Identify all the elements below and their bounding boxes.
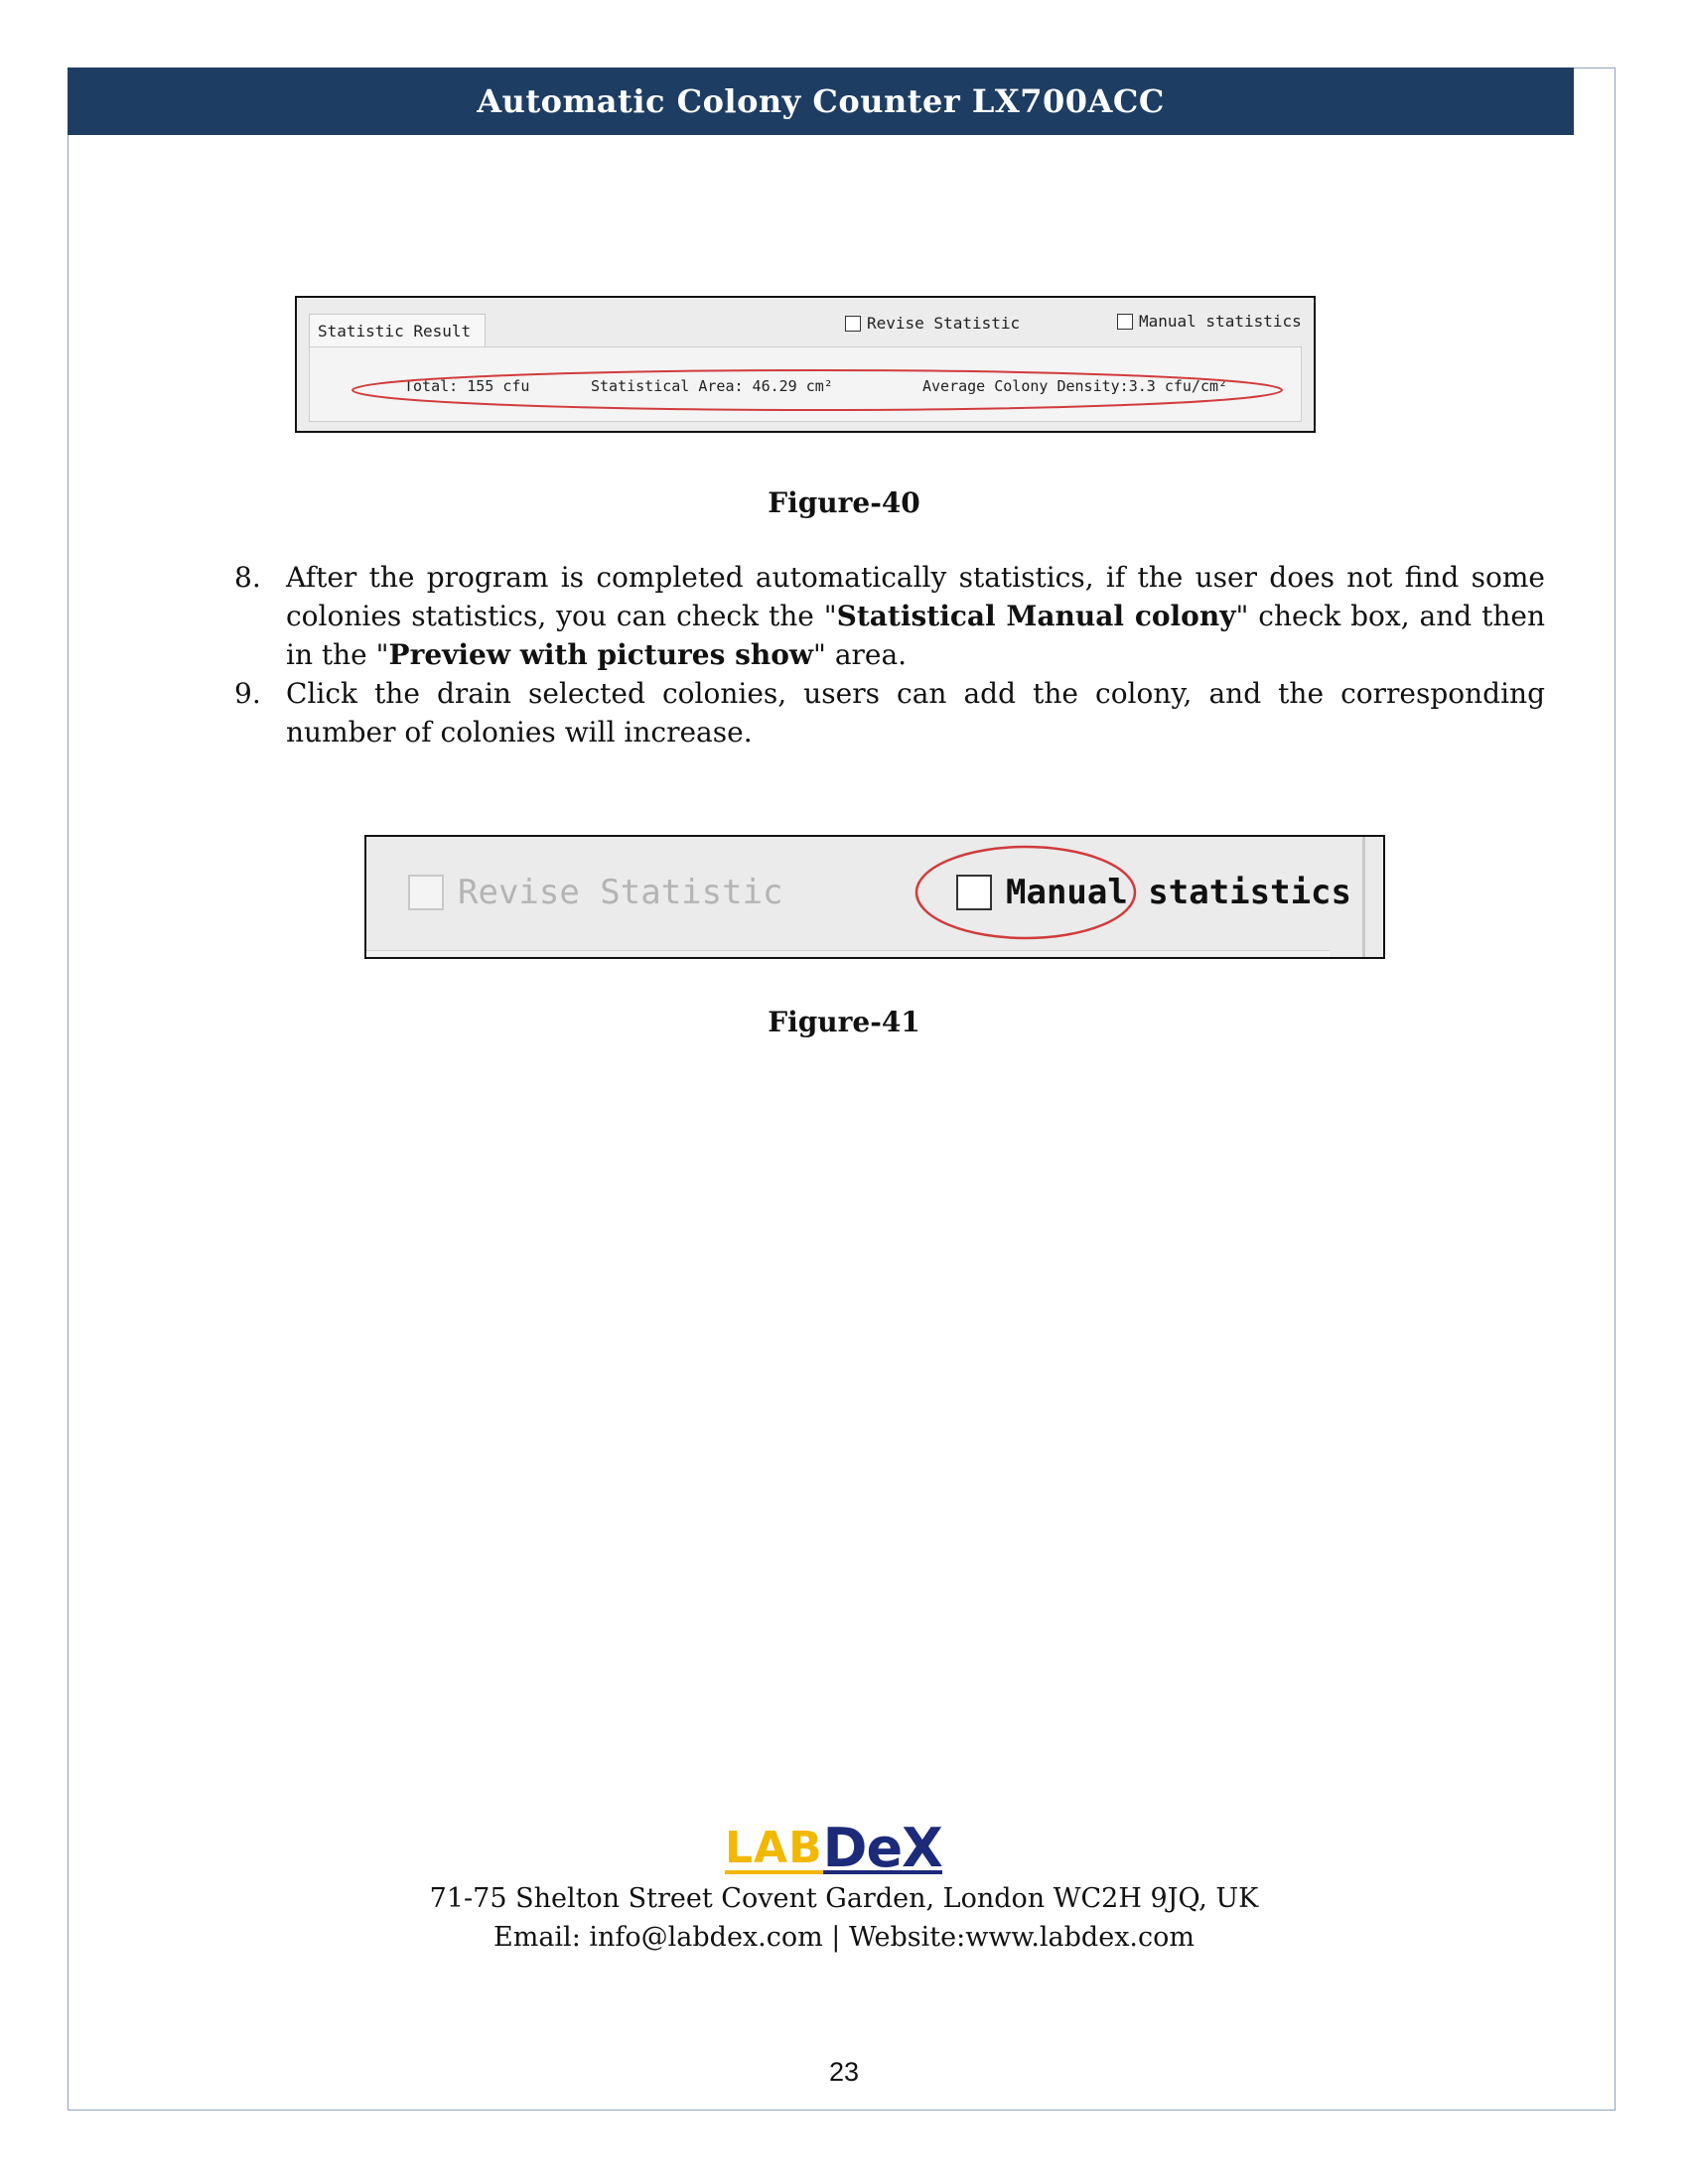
step-8 [234,558,1545,674]
figure-40-screenshot [295,296,1316,433]
manual-statistics-label: Manual statistics [1139,312,1302,331]
colony-density: Average Colony Density:3.3 cfu/cm² [922,377,1228,395]
step-text: " area. [813,638,908,671]
header-band [68,68,1574,135]
figure-41-screenshot [364,835,1385,959]
figure-40-caption: Figure-40 [768,486,920,519]
manual-statistics-label: Manual statistics [1006,873,1351,912]
step-9 [234,674,1545,751]
red-annotation-ellipse [297,298,1316,433]
statistical-area: Statistical Area: 46.29 cm² [591,377,833,395]
logo-lab-text: LAB [725,1823,823,1873]
revise-statistic-label: Revise Statistic [458,873,783,912]
step-text: Click the drain selected colonies, users can add the colony, and the corresponding number of colonies will increase. [286,677,1545,749]
revise-statistic-label: Revise Statistic [867,314,1021,333]
total-count: Total: 155 cfu [404,377,530,395]
step-text: After the program is completed automatically statistics, if the user does not find some colonies statistics, you can check the " [286,561,1545,632]
logo-dex-text: DeX [822,1817,942,1879]
step-bold-text: Preview with pictures show [388,638,814,671]
step-bold-text: Statistical Manual colony [836,600,1236,632]
red-annotation-ellipse [366,837,1385,959]
header-title: Automatic Colony Counter LX700ACC [477,82,1165,120]
statistic-result-tab[interactable]: Statistic Result [309,314,486,347]
footer-address: 71-75 Shelton Street Covent Garden, London WC2H 9JQ, UK [429,1883,1259,1914]
step-text: " check box, and then in the " [286,600,1545,671]
step-number: 9. [234,677,261,710]
instruction-steps [234,558,1545,751]
page-number: 23 [828,2057,860,2087]
labdex-logo [725,1817,963,1879]
step-number: 8. [234,561,261,594]
figure-41-caption: Figure-41 [768,1006,920,1038]
footer-contact: Email: info@labdex.com | Website:www.labdex.com [493,1922,1195,1953]
